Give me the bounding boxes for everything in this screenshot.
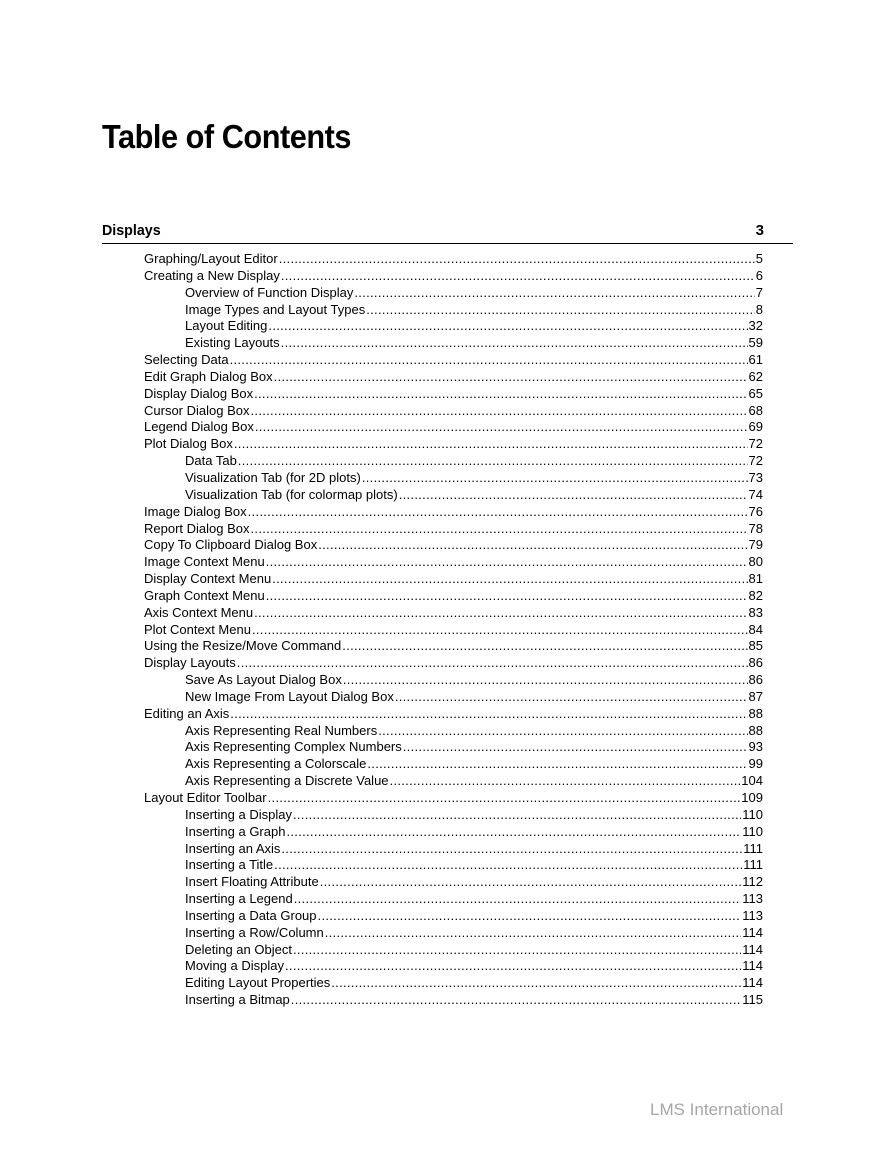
toc-entry-page-number: 110 xyxy=(742,806,763,822)
section-page-number: 3 xyxy=(755,222,764,239)
toc-entry-row xyxy=(144,268,763,285)
toc-entry-row xyxy=(144,436,763,453)
toc-entry-row xyxy=(185,891,763,908)
dot-leader xyxy=(281,335,748,352)
dot-leader xyxy=(399,487,748,504)
toc-entry-row xyxy=(144,790,763,807)
toc-entry-title: Layout Editing xyxy=(185,318,268,334)
toc-entry-page-number: 72 xyxy=(748,436,763,452)
dot-leader xyxy=(255,419,748,436)
toc-entry-page-number: 112 xyxy=(742,874,763,890)
toc-entry-row xyxy=(185,302,763,319)
toc-entry-page-number: 79 xyxy=(748,537,763,553)
toc-entry-title: Visualization Tab (for 2D plots) xyxy=(185,469,361,485)
toc-entry-title: Image Dialog Box xyxy=(144,503,247,519)
dot-leader xyxy=(390,773,741,790)
toc-entry-page-number: 86 xyxy=(748,655,763,671)
toc-entry-title: Layout Editor Toolbar xyxy=(144,790,267,805)
toc-entry-title: Image Types and Layout Types xyxy=(185,301,366,317)
dot-leader xyxy=(293,942,741,959)
toc-entry-title: Overview of Function Display xyxy=(185,284,354,300)
toc-entry-page-number: 114 xyxy=(742,958,763,974)
toc-entry-row xyxy=(185,807,763,824)
toc-entry-page-number: 76 xyxy=(748,503,763,519)
dot-leader xyxy=(367,756,747,773)
toc-entry[interactable] xyxy=(0,419,893,436)
toc-entry-title: Axis Context Menu xyxy=(144,604,254,620)
toc-entry-page-number: 7 xyxy=(755,284,763,300)
toc-entry-title: Edit Graph Dialog Box xyxy=(144,368,273,384)
toc-entry[interactable] xyxy=(0,285,893,302)
toc-entry-title: Data Tab xyxy=(185,453,237,469)
toc-entry-page-number: 5 xyxy=(755,251,763,266)
toc-entry-page-number: 8 xyxy=(755,301,763,317)
dot-leader xyxy=(230,352,748,369)
toc-entry-title: Report Dialog Box xyxy=(144,520,250,536)
toc-entry-row xyxy=(185,773,763,790)
dot-leader xyxy=(331,975,741,992)
toc-entry-row xyxy=(144,386,763,403)
dot-leader xyxy=(268,318,747,335)
toc-entry[interactable] xyxy=(0,672,893,689)
toc-entry[interactable] xyxy=(0,318,893,335)
dot-leader xyxy=(325,925,742,942)
toc-entry-page-number: 72 xyxy=(748,453,763,469)
dot-leader xyxy=(362,470,748,487)
toc-entry-row xyxy=(144,537,763,554)
toc-entry-title: Deleting an Object xyxy=(185,941,292,957)
toc-entry-title: Selecting Data xyxy=(144,352,229,368)
dot-leader xyxy=(320,874,742,891)
toc-entry[interactable] xyxy=(0,807,893,824)
toc-entry-title: Editing Layout Properties xyxy=(185,975,331,991)
toc-entry[interactable] xyxy=(0,268,893,285)
toc-entry[interactable] xyxy=(0,756,893,773)
dot-leader xyxy=(291,992,741,1009)
toc-entry-row xyxy=(185,487,763,504)
toc-entry-page-number: 81 xyxy=(748,571,763,587)
dot-leader xyxy=(286,824,741,841)
toc-entry-title: Legend Dialog Box xyxy=(144,419,254,435)
toc-entry-row xyxy=(185,335,763,352)
toc-entry-page-number: 99 xyxy=(748,756,763,772)
toc-entry-row xyxy=(185,992,763,1009)
toc-entry-title: New Image From Layout Dialog Box xyxy=(185,688,394,704)
toc-entry-page-number: 74 xyxy=(748,486,763,502)
toc-entry-title: Moving a Display xyxy=(185,958,284,974)
toc-entry[interactable] xyxy=(0,942,893,959)
toc-entry-row xyxy=(144,588,763,605)
toc-entry-title: Inserting a Display xyxy=(185,806,292,822)
toc-entry-title: Graphing/Layout Editor xyxy=(144,251,278,266)
toc-entry[interactable] xyxy=(0,824,893,841)
toc-entry[interactable] xyxy=(0,958,893,975)
toc-entry-row xyxy=(185,453,763,470)
toc-entry-row xyxy=(185,739,763,756)
dot-leader xyxy=(354,285,754,302)
toc-entry-title: Plot Dialog Box xyxy=(144,436,233,452)
toc-entry[interactable] xyxy=(0,638,893,655)
toc-entry-page-number: 110 xyxy=(742,823,763,839)
toc-entry-row xyxy=(185,942,763,959)
dot-leader xyxy=(403,739,748,756)
toc-entry-title: Using the Resize/Move Command xyxy=(144,638,342,654)
toc-entry-row xyxy=(144,251,763,268)
toc-entry-row xyxy=(144,638,763,655)
dot-leader xyxy=(343,672,748,689)
toc-entry-title: Axis Representing a Colorscale xyxy=(185,756,367,772)
toc-entry[interactable] xyxy=(0,790,893,807)
toc-entry-page-number: 114 xyxy=(742,975,763,991)
toc-entry[interactable] xyxy=(0,554,893,571)
dot-leader xyxy=(254,386,747,403)
toc-entry-title: Insert Floating Attribute xyxy=(185,874,319,890)
toc-entry[interactable] xyxy=(0,302,893,319)
toc-entry[interactable] xyxy=(0,655,893,672)
toc-entry-page-number: 59 xyxy=(748,335,763,351)
toc-entry-title: Save As Layout Dialog Box xyxy=(185,672,342,688)
toc-entry[interactable] xyxy=(0,891,893,908)
toc-entry[interactable] xyxy=(0,521,893,538)
toc-entry-page-number: 69 xyxy=(748,419,763,435)
toc-entry-page-number: 114 xyxy=(742,941,763,957)
toc-entry-title: Axis Representing a Discrete Value xyxy=(185,773,389,789)
toc-entry-row xyxy=(185,723,763,740)
dot-leader xyxy=(237,655,748,672)
toc-entry[interactable] xyxy=(0,908,893,925)
toc-entry-row xyxy=(144,403,763,420)
toc-entry-page-number: 32 xyxy=(748,318,763,334)
toc-entry-row xyxy=(144,504,763,521)
dot-leader xyxy=(248,504,748,521)
toc-entry-row xyxy=(185,285,763,302)
dot-leader xyxy=(266,588,748,605)
toc-entry-row xyxy=(185,908,763,925)
toc-entry[interactable] xyxy=(0,335,893,352)
dot-leader xyxy=(294,891,742,908)
dot-leader xyxy=(395,689,748,706)
toc-entry-title: Inserting a Data Group xyxy=(185,907,317,923)
dot-leader xyxy=(266,554,748,571)
toc-entry[interactable] xyxy=(0,975,893,992)
toc-entry-page-number: 85 xyxy=(748,638,763,654)
dot-leader xyxy=(318,537,747,554)
toc-entry-row xyxy=(144,369,763,386)
toc-entry[interactable] xyxy=(0,436,893,453)
dot-leader xyxy=(251,521,748,538)
dot-leader xyxy=(234,436,748,453)
toc-entry-page-number: 84 xyxy=(748,621,763,637)
toc-entry[interactable] xyxy=(0,251,893,268)
toc-entry[interactable] xyxy=(0,352,893,369)
dot-leader xyxy=(272,571,747,588)
toc-entry-page-number: 80 xyxy=(748,554,763,570)
toc-entry-row xyxy=(144,622,763,639)
toc-entry-row xyxy=(185,925,763,942)
toc-entry-title: Editing an Axis xyxy=(144,705,230,721)
toc-entry-title: Existing Layouts xyxy=(185,335,280,351)
toc-entry-row xyxy=(144,605,763,622)
toc-entry-row xyxy=(144,419,763,436)
toc-entry-row xyxy=(185,841,763,858)
toc-entry-title: Copy To Clipboard Dialog Box xyxy=(144,537,318,553)
toc-entry[interactable] xyxy=(0,504,893,521)
toc-entry[interactable] xyxy=(0,857,893,874)
toc-entry-page-number: 93 xyxy=(748,739,763,755)
toc-entry-row xyxy=(144,706,763,723)
toc-entry-title: Axis Representing Real Numbers xyxy=(185,722,378,738)
toc-entry[interactable] xyxy=(0,925,893,942)
toc-entry-title: Inserting a Legend xyxy=(185,891,293,907)
toc-entry-row xyxy=(185,857,763,874)
toc-entry[interactable] xyxy=(0,605,893,622)
toc-entry-row xyxy=(185,975,763,992)
section-header xyxy=(102,222,793,244)
toc-entry-page-number: 111 xyxy=(743,857,763,873)
toc-entry-title: Visualization Tab (for colormap plots) xyxy=(185,486,398,502)
toc-entry-title: Image Context Menu xyxy=(144,554,265,570)
toc-entry[interactable] xyxy=(0,537,893,554)
toc-entry-title: Inserting a Row/Column xyxy=(185,924,324,940)
toc-entry-row xyxy=(144,521,763,538)
toc-entry-page-number: 62 xyxy=(748,368,763,384)
toc-entry-title: Display Layouts xyxy=(144,655,236,671)
toc-entry-title: Display Context Menu xyxy=(144,571,272,587)
toc-entry-row xyxy=(185,689,763,706)
dot-leader xyxy=(254,605,747,622)
toc-entry[interactable] xyxy=(0,874,893,891)
toc-entry-row xyxy=(144,571,763,588)
toc-entry[interactable] xyxy=(0,487,893,504)
toc-entry-title: Inserting a Graph xyxy=(185,823,286,839)
toc-entry-row xyxy=(185,874,763,891)
dot-leader xyxy=(274,857,742,874)
toc-entry[interactable] xyxy=(0,403,893,420)
toc-entry-title: Inserting a Title xyxy=(185,857,274,873)
toc-entry[interactable] xyxy=(0,992,893,1009)
toc-entry-page-number: 61 xyxy=(748,352,763,368)
toc-entry[interactable] xyxy=(0,453,893,470)
toc-entry-page-number: 114 xyxy=(742,924,763,940)
dot-leader xyxy=(281,268,755,285)
toc-entry[interactable] xyxy=(0,571,893,588)
toc-entry[interactable] xyxy=(0,841,893,858)
toc-entry-page-number: 109 xyxy=(741,790,763,805)
dot-leader xyxy=(279,251,755,268)
toc-entry[interactable] xyxy=(0,739,893,756)
dot-leader xyxy=(342,638,747,655)
dot-leader xyxy=(274,369,748,386)
toc-entry-row xyxy=(144,554,763,571)
toc-entry-page-number: 104 xyxy=(741,773,763,789)
toc-entry-page-number: 88 xyxy=(748,705,763,721)
toc-entry-page-number: 65 xyxy=(748,385,763,401)
dot-leader xyxy=(378,723,747,740)
toc-entry-page-number: 83 xyxy=(748,604,763,620)
toc-list xyxy=(0,251,893,1009)
toc-entry[interactable] xyxy=(0,723,893,740)
toc-entry[interactable] xyxy=(0,706,893,723)
toc-entry-row xyxy=(185,672,763,689)
toc-entry-title: Inserting an Axis xyxy=(185,840,281,856)
toc-entry[interactable] xyxy=(0,470,893,487)
toc-entry-row xyxy=(144,655,763,672)
toc-entry-page-number: 88 xyxy=(748,722,763,738)
toc-entry-page-number: 113 xyxy=(742,907,763,923)
toc-entry-page-number: 113 xyxy=(742,891,763,907)
dot-leader xyxy=(293,807,741,824)
toc-entry-page-number: 73 xyxy=(748,469,763,485)
toc-entry-page-number: 82 xyxy=(748,587,763,603)
toc-entry-page-number: 115 xyxy=(742,992,763,1008)
toc-entry[interactable] xyxy=(0,588,893,605)
toc-entry[interactable] xyxy=(0,773,893,790)
toc-entry-title: Inserting a Bitmap xyxy=(185,992,290,1008)
dot-leader xyxy=(268,790,741,807)
dot-leader xyxy=(252,622,748,639)
toc-entry-title: Cursor Dialog Box xyxy=(144,402,250,418)
dot-leader xyxy=(251,403,748,420)
toc-entry-page-number: 111 xyxy=(743,840,763,856)
toc-entry-row xyxy=(185,470,763,487)
footer-brand: LMS International xyxy=(650,1100,784,1119)
dot-leader xyxy=(318,908,742,925)
dot-leader xyxy=(238,453,748,470)
toc-entry-title: Display Dialog Box xyxy=(144,385,254,401)
toc-entry-row xyxy=(144,352,763,369)
dot-leader xyxy=(281,841,742,858)
toc-entry-row xyxy=(185,756,763,773)
dot-leader xyxy=(285,958,741,975)
toc-entry[interactable] xyxy=(0,369,893,386)
toc-entry[interactable] xyxy=(0,386,893,403)
toc-entry-row xyxy=(185,824,763,841)
toc-entry-title: Graph Context Menu xyxy=(144,587,265,603)
toc-entry[interactable] xyxy=(0,622,893,639)
toc-entry-title: Axis Representing Complex Numbers xyxy=(185,739,402,755)
toc-entry-page-number: 78 xyxy=(748,520,763,536)
toc-entry-page-number: 68 xyxy=(748,402,763,418)
toc-entry-page-number: 86 xyxy=(748,672,763,688)
toc-entry-row xyxy=(185,958,763,975)
toc-entry-page-number: 87 xyxy=(748,688,763,704)
section-title: Displays xyxy=(102,222,161,239)
toc-entry-title: Plot Context Menu xyxy=(144,621,251,637)
dot-leader xyxy=(230,706,747,723)
toc-entry-row xyxy=(185,318,763,335)
toc-entry-title: Creating a New Display xyxy=(144,267,280,283)
page-title: Table of Contents xyxy=(102,118,351,155)
toc-entry-page-number: 6 xyxy=(755,267,763,283)
dot-leader xyxy=(366,302,755,319)
toc-entry[interactable] xyxy=(0,689,893,706)
